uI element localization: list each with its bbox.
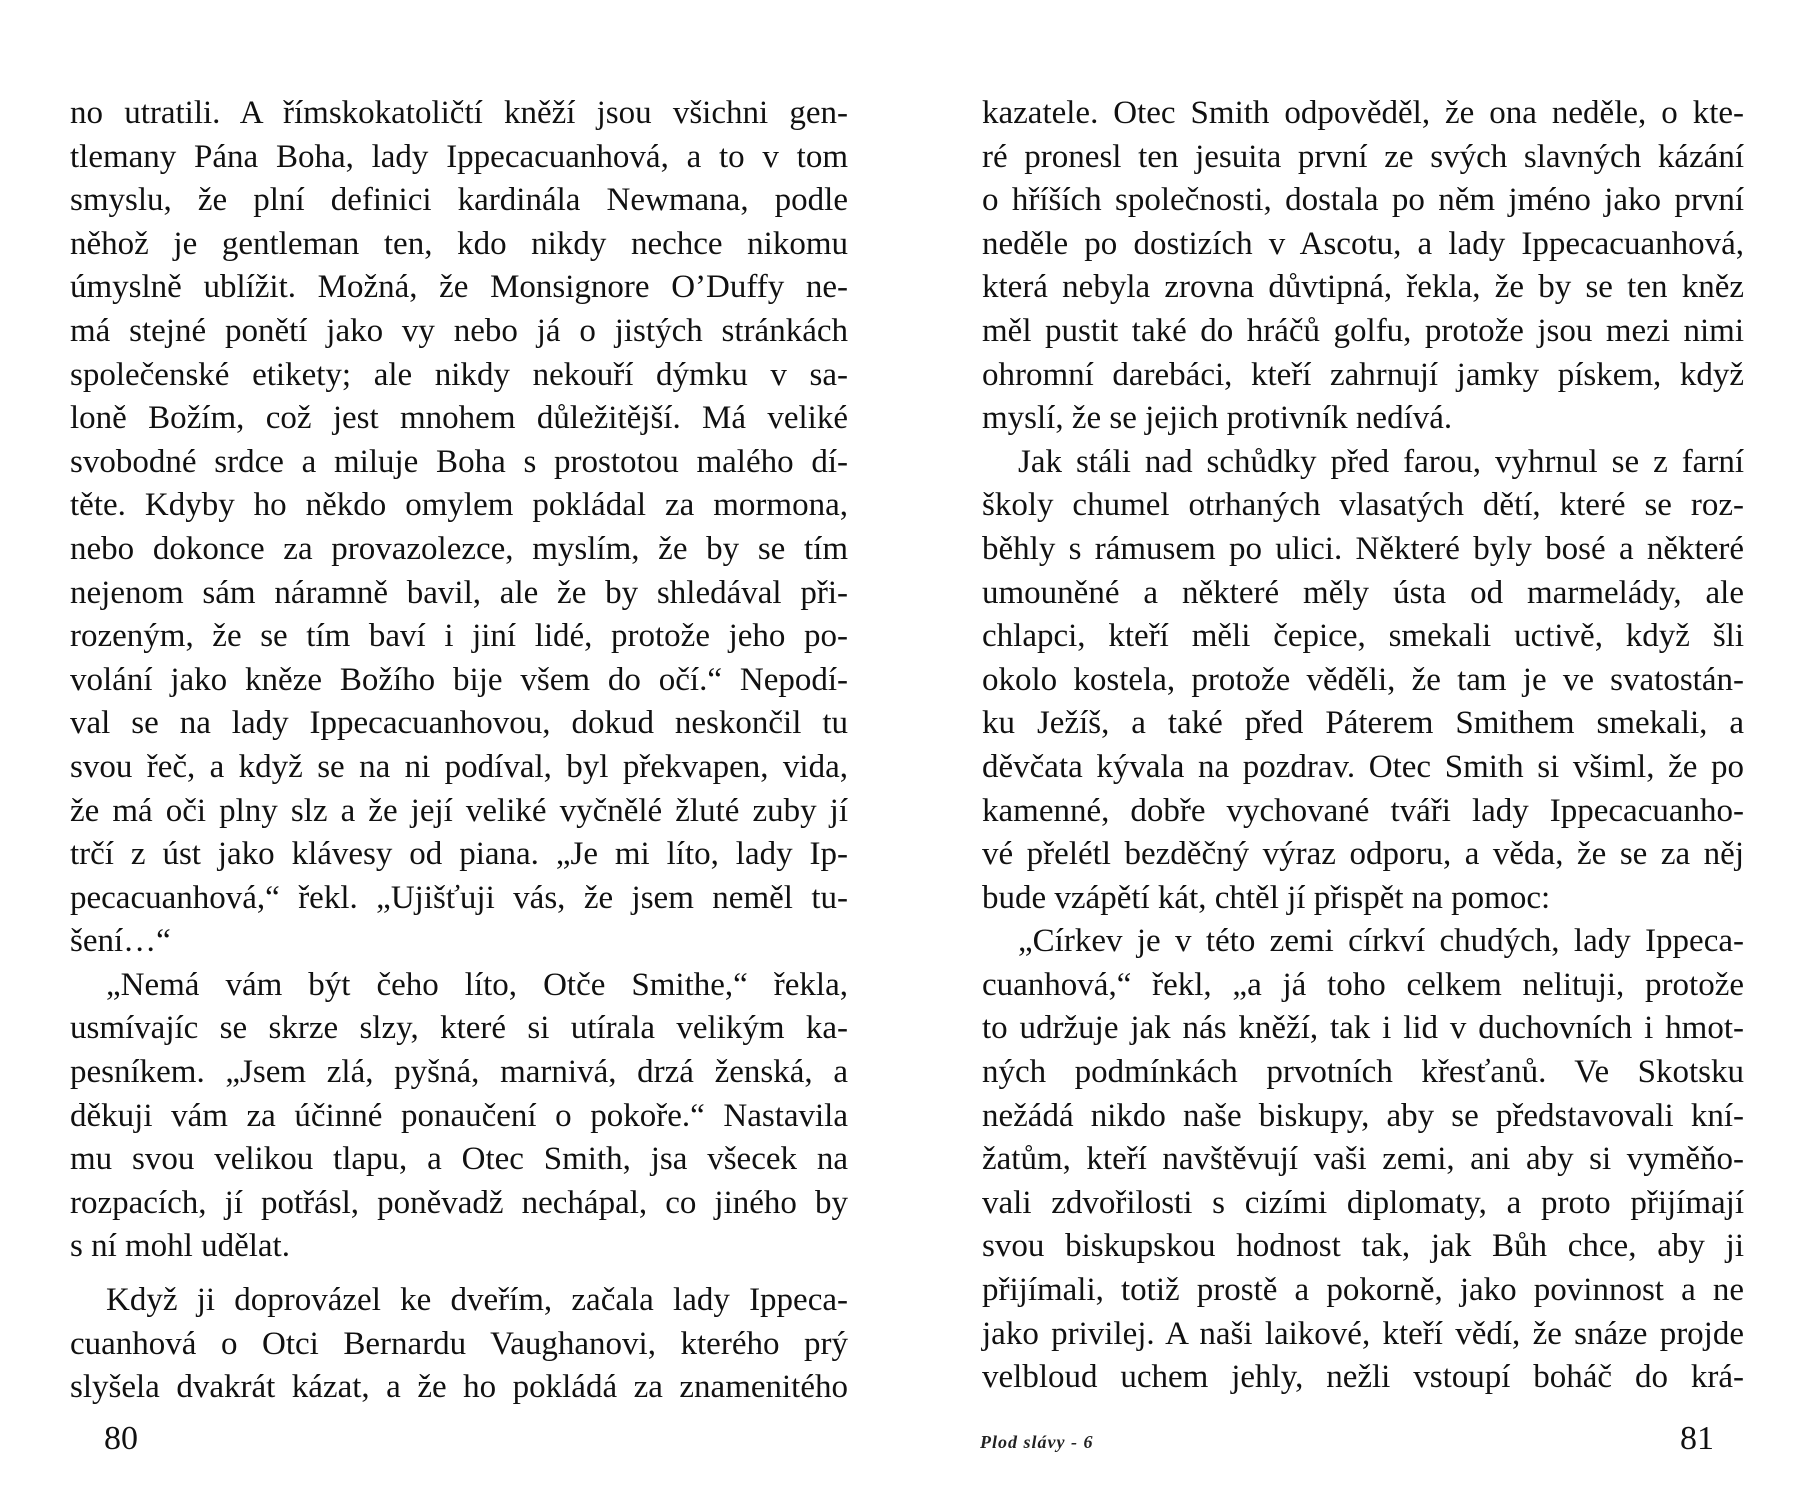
text-line: bude vzápětí kát, chtěl jí přispět na pomoc: [982, 879, 1551, 916]
text-line: nebo dokonce za provazolezce, myslím, že by se tím [70, 530, 848, 567]
text-line: přijímali, totiž prostě a pokorně, jako povinnost a ne [982, 1272, 1744, 1309]
text-line: slyšela dvakrát kázat, a že ho pokládá za znamenitého [70, 1369, 848, 1406]
text-line: školy chumel otrhaných vlasatých dětí, které se roz- [982, 487, 1744, 524]
text-line: děvčata kývala na pozdrav. Otec Smith si všiml, že po [982, 748, 1744, 785]
text-line: děkuji vám za účinné ponaučení o pokoře.“ Nastavila [70, 1097, 848, 1134]
text-line: Když ji doprovázel ke dveřím, začala lady Ippeca- [106, 1282, 848, 1319]
text-line: rozeným, že se tím baví i jiní lidé, protože jeho po- [70, 618, 848, 655]
text-line: umouněné a některé měly ústa od marmelády, ale [982, 574, 1744, 611]
text-line: ohromní darebáci, kteří zahrnují jamky pískem, když [982, 356, 1744, 393]
text-line: o hříších společnosti, dostala po něm jméno jako první [982, 182, 1744, 219]
text-line: to udržuje jak nás kněží, tak i lid v duchovních i hmot- [982, 1010, 1744, 1047]
text-line: která nebyla zrovna důvtipná, řekla, že by se ten kněz [982, 269, 1744, 306]
text-line: rozpacích, jí potřásl, poněvadž nechápal, co jiného by [70, 1184, 848, 1221]
text-line: smyslu, že plní definici kardinála Newmana, podle [70, 182, 848, 219]
text-line: no utratili. A římskokatoličtí kněží jsou všichni gen- [70, 95, 848, 131]
page-number-left: 80 [104, 1420, 138, 1457]
text-line: šení…“ [70, 923, 171, 960]
text-line: loně Božím, což jest mnohem důležitější. Má veliké [70, 400, 848, 437]
text-line: s ní mohl udělat. [70, 1228, 290, 1265]
text-line: svou biskupskou hodnost tak, jak Bůh chce, aby ji [982, 1228, 1744, 1265]
text-line: cuanhová,“ řekl, „a já toho celkem nelituji, protože [982, 966, 1744, 1003]
text-line: něhož je gentleman ten, kdo nikdy nechce nikomu [70, 225, 848, 262]
text-line: nežádá nikdo naše biskupy, aby se představovali kní- [982, 1097, 1744, 1134]
text-line: okolo kostela, protože věděli, že tam je ve svatostán- [982, 661, 1744, 698]
text-line: vali zdvořilosti s cizími diplomaty, a proto přijímají [982, 1184, 1744, 1221]
left-page [70, 92, 848, 1410]
text-line: společenské etikety; ale nikdy nekouří dýmku v sa- [70, 356, 848, 393]
text-line: že má oči plny slz a že její veliké vyčnělé žluté zuby jí [70, 792, 848, 829]
text-line: „Nemá vám být čeho líto, Otče Smithe,“ řekla, [106, 966, 848, 1003]
text-line: ré pronesl ten jesuita první ze svých slavných kázání [982, 138, 1744, 175]
text-line: svobodné srdce a miluje Boha s prostotou malého dí- [70, 443, 848, 480]
text-line: úmyslně ublížit. Možná, že Monsignore O’Duffy ne- [70, 269, 848, 306]
text-line: Jak stáli nad schůdky před farou, vyhrnul se z farní [1018, 443, 1744, 480]
text-line: neděle po dostizích v Ascotu, a lady Ippecacuanhová, [982, 225, 1744, 262]
text-line: svou řeč, a když se na ni podíval, byl překvapen, vida, [70, 748, 848, 785]
text-line: mu svou velikou tlapu, a Otec Smith, jsa všecek na [70, 1141, 848, 1178]
text-line: těte. Kdyby ho někdo omylem pokládal za mormona, [70, 487, 848, 524]
text-line: má stejné ponětí jako vy nebo já o jistých stránkách [70, 312, 848, 349]
text-line: tlemany Pána Boha, lady Ippecacuanhová, a to v tom [70, 138, 848, 175]
text-line: val se na lady Ippecacuanhovou, dokud neskončil tu [70, 705, 848, 742]
text-line: kamenné, dobře vychované tváři lady Ippecacuanho- [982, 792, 1744, 829]
text-line: žatům, kteří navštěvují vaši zemi, ani aby si vyměňo- [982, 1141, 1744, 1178]
text-line: trčí z úst jako klávesy od piana. „Je mi líto, lady Ip- [70, 836, 848, 873]
text-line: volání jako kněze Božího bije všem do očí.“ Nepodí- [70, 661, 848, 698]
text-line: vé přelétl bezděčný výraz odporu, a věda, že se za něj [982, 836, 1744, 873]
text-line: jako privilej. A naši laikové, kteří vědí, že snáze projde [982, 1315, 1744, 1352]
text-line: usmívajíc se skrze slzy, které si utírala velikým ka- [70, 1010, 848, 1047]
printer-signature: Plod slávy - 6 [980, 1432, 1094, 1452]
text-line: myslí, že se jejich protivník nedívá. [982, 400, 1453, 437]
page-number-right: 81 [1680, 1420, 1714, 1457]
text-line: pecacuanhová,“ řekl. „Ujišťuji vás, že jsem neměl tu- [70, 879, 848, 916]
text-line: běhly s rámusem po ulici. Některé byly bosé a některé [982, 530, 1744, 567]
text-line: chlapci, kteří měli čepice, smekali uctivě, když šli [982, 618, 1744, 655]
text-line: kazatele. Otec Smith odpověděl, že ona neděle, o kte- [982, 95, 1744, 131]
text-line: ných podmínkách prvotních křesťanů. Ve Skotsku [982, 1054, 1744, 1091]
text-line: nejenom sám náramně bavil, ale že by shledával při- [70, 574, 848, 611]
right-page [982, 92, 1744, 1400]
text-line: cuanhová o Otci Bernardu Vaughanovi, kterého prý [70, 1325, 848, 1362]
text-line: „Církev je v této zemi církví chudých, lady Ippeca- [1018, 923, 1744, 960]
text-line: měl pustit také do hráčů golfu, protože jsou mezi nimi [982, 312, 1744, 349]
text-line: velbloud uchem jehly, nežli vstoupí boháč do krá- [982, 1359, 1744, 1396]
text-line: ku Ježíš, a také před Páterem Smithem smekali, a [982, 705, 1744, 742]
text-line: pesníkem. „Jsem zlá, pyšná, marnivá, drzá ženská, a [70, 1054, 848, 1091]
